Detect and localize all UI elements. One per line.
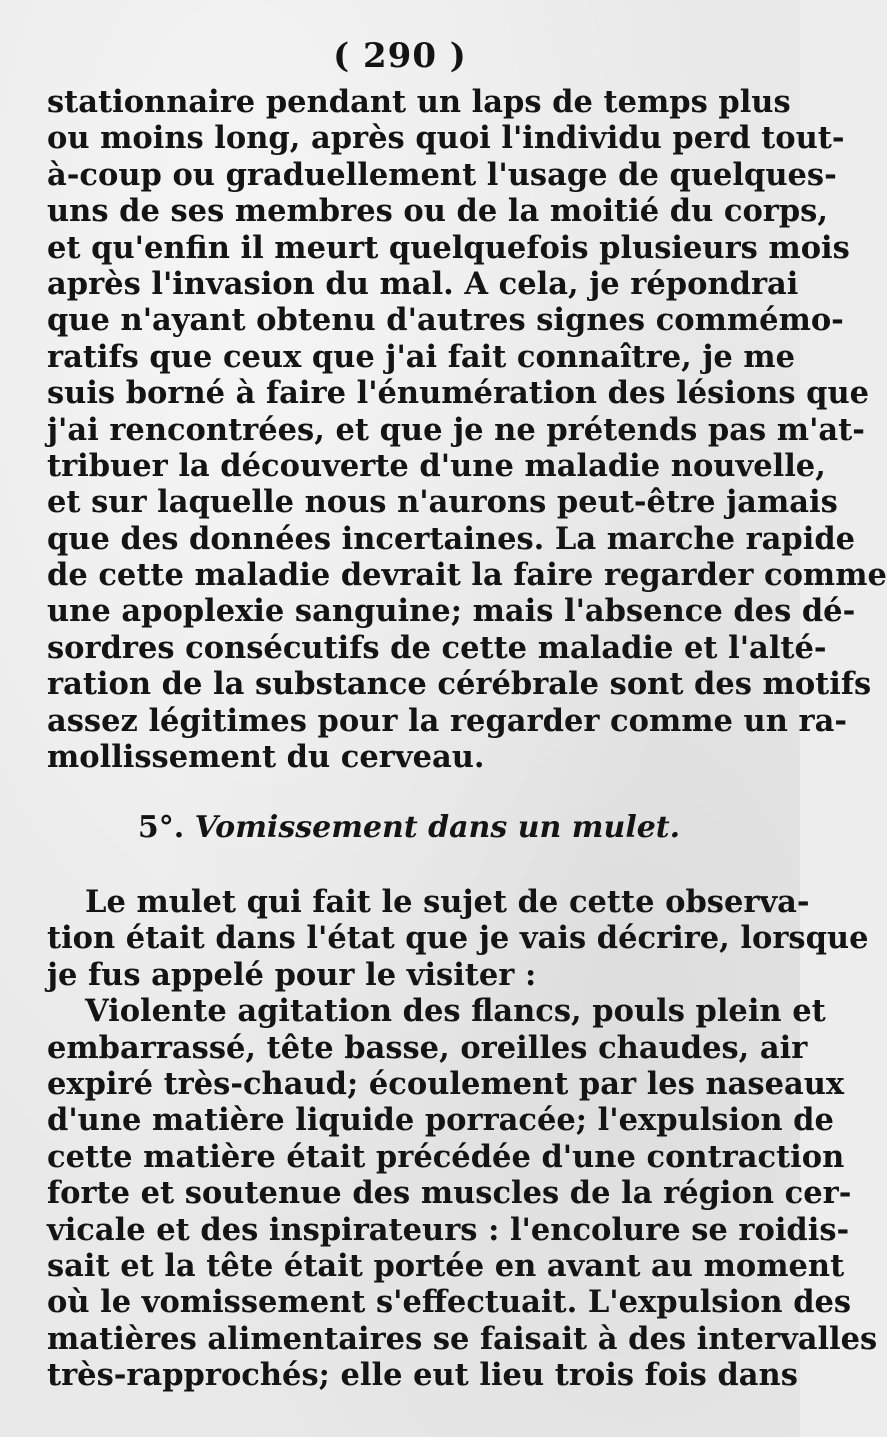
text-line: que n'ayant obtenu d'autres signes commémo- bbox=[47, 302, 844, 339]
text-line: sait et la tête était portée en avant au moment bbox=[47, 1247, 845, 1284]
text-line: tribuer la découverte d'une maladie nouvelle, bbox=[47, 447, 826, 484]
text-line: ration de la substance cérébrale sont des motifs bbox=[47, 666, 872, 703]
text-line: mollissement du cerveau. bbox=[47, 739, 485, 776]
text-line: et qu'enfin il meurt quelquefois plusieurs mois bbox=[47, 229, 850, 266]
text-line: tion était dans l'état que je vais décrire, lorsque bbox=[47, 920, 869, 957]
text-line: forte et soutenue des muscles de la région cer- bbox=[47, 1175, 852, 1212]
text-line: je fus appelé pour le visiter : bbox=[47, 956, 537, 993]
text-line: que des données incertaines. La marche rapide bbox=[47, 520, 856, 557]
text-line: ou moins long, après quoi l'individu perd tout- bbox=[47, 120, 845, 157]
text-line: expiré très-chaud; écoulement par les naseaux bbox=[47, 1065, 845, 1102]
text-line: Violente agitation des flancs, pouls plein et bbox=[85, 993, 826, 1030]
text-line: assez légitimes pour la regarder comme un ra- bbox=[47, 702, 847, 739]
text-line: cette matière était précédée d'une contraction bbox=[47, 1138, 845, 1175]
text-line: embarrassé, tête basse, oreilles chaudes, air bbox=[47, 1029, 808, 1066]
section-number: 5°. bbox=[137, 810, 185, 845]
section-heading bbox=[0, 810, 800, 845]
text-line: une apoplexie sanguine; mais l'absence des dé- bbox=[47, 593, 856, 630]
text-line: stationnaire pendant un laps de temps plus bbox=[47, 84, 791, 120]
text-line: et sur laquelle nous n'aurons peut-être jamais bbox=[47, 484, 838, 521]
text-line: d'une matière liquide porracée; l'expulsion de bbox=[47, 1102, 834, 1139]
page-number: ( 290 ) bbox=[333, 36, 467, 76]
text-line: uns de ses membres ou de la moitié du corps, bbox=[47, 193, 828, 230]
text-line: où le vomissement s'effectuait. L'expulsion des bbox=[47, 1284, 852, 1321]
text-line: à-coup ou graduellement l'usage de quelques- bbox=[47, 156, 837, 193]
text-line: ratifs que ceux que j'ai fait connaître, je me bbox=[47, 338, 796, 375]
text-line: très-rapprochés; elle eut lieu trois fois dans bbox=[47, 1357, 798, 1394]
text-line: j'ai rencontrées, et que je ne prétends pas m'at- bbox=[47, 411, 865, 448]
text-line: vicale et des inspirateurs : l'encolure se roidis- bbox=[47, 1211, 850, 1248]
section-title: Vomissement dans un mulet. bbox=[194, 810, 681, 845]
text-line: suis borné à faire l'énumération des lésions que bbox=[47, 375, 870, 412]
text-line: sordres consécutifs de cette maladie et l'alté- bbox=[47, 629, 827, 666]
text-line: de cette maladie devrait la faire regarder comme bbox=[47, 557, 887, 594]
text-line: matières alimentaires se faisait à des intervalles bbox=[47, 1320, 878, 1357]
paragraph-1 bbox=[47, 84, 887, 776]
text-line: Le mulet qui fait le sujet de cette observa- bbox=[85, 884, 810, 920]
paragraph-2 bbox=[47, 884, 878, 1394]
text-line: après l'invasion du mal. A cela, je répondrai bbox=[47, 265, 799, 302]
